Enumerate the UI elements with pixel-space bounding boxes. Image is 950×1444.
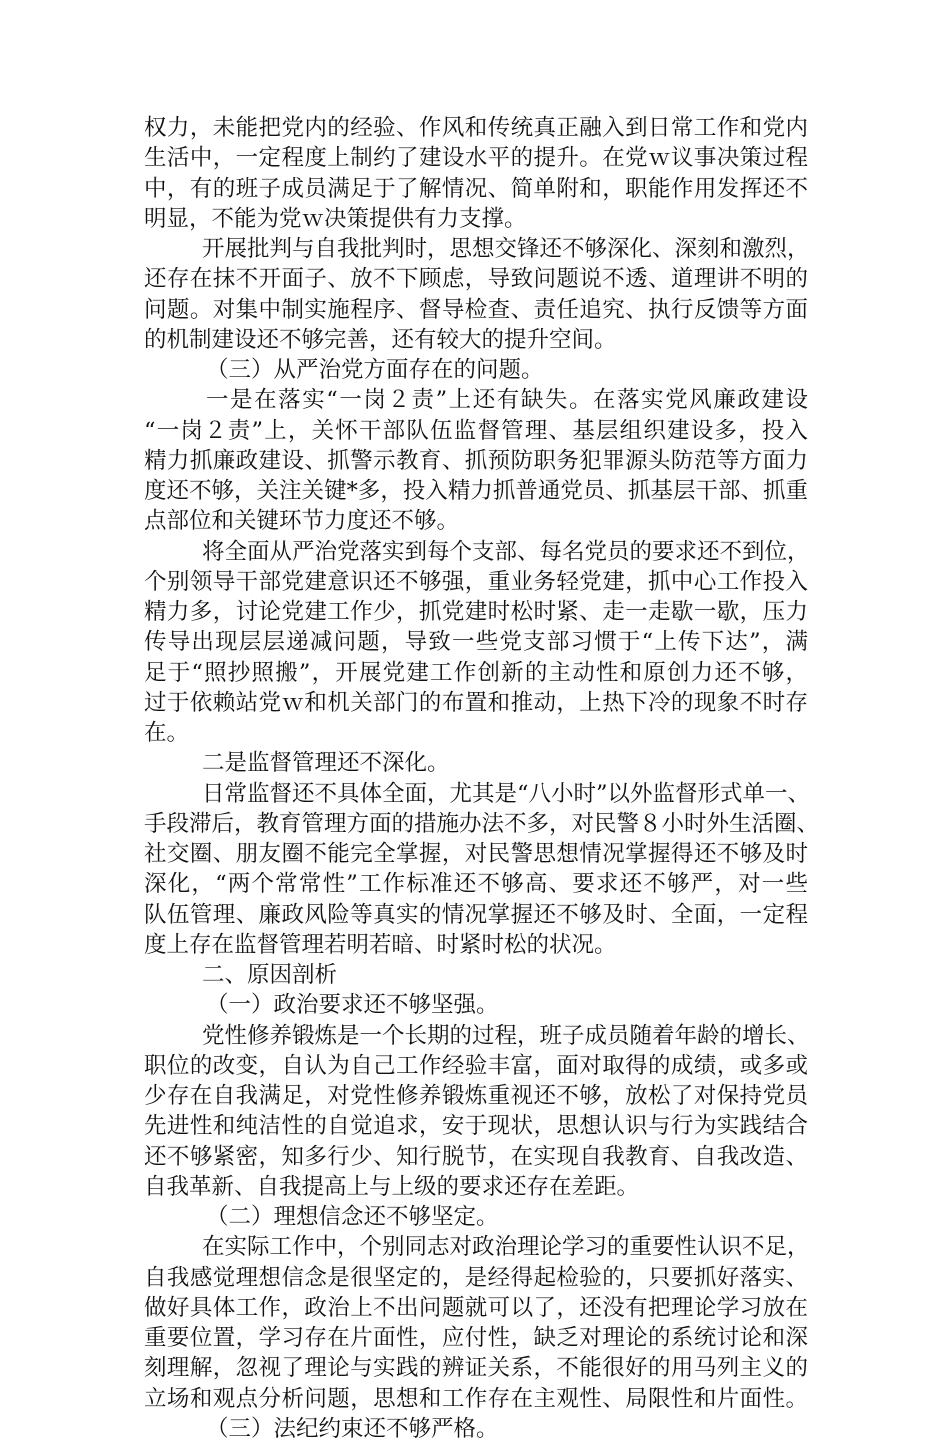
text-line: 的机制建设还不够完善，还有较大的提升空间。 [144,326,617,353]
text-line: 过于依赖站党ｗ和机关部门的布置和推动，上热下冷的现象不时存 [144,689,808,716]
text-line: 度上存在监督管理若明若暗、时紧时松的状况。 [144,931,617,958]
text-line: 问题。对集中制实施程序、督导检查、责任追究、执行反馈等方面 [144,296,808,323]
text-line: 做好具体工作，政治上不出问题就可以了，还没有把理论学习放在 [144,1294,808,1321]
text-line: 在。 [144,720,190,746]
text-line: 自我感觉理想信念是很坚定的，是经得起检验的，只要抓好落实、 [144,1264,808,1291]
text-line: 足于“照抄照搬”，开展党建工作创新的主动性和原创力还不够， [144,659,808,686]
document-body [144,113,820,1444]
text-line: （三）法纪约束还不够严格。 [206,1415,499,1442]
text-line: 精力抓廉政建设、抓警示教育、抓预防职务犯罪源头防范等方面力 [144,447,808,474]
text-line: 队伍管理、廉政风险等真实的情况掌握还不够及时、全面，一定程 [144,901,808,928]
text-line: （一）政治要求还不够坚强。 [206,992,499,1019]
text-line: “一岗２责”上，关怀干部队伍监督管理、基层组织建设多，投入 [144,417,808,444]
text-line: 度还不够，关注关键*多，投入精力抓普通党员、抓基层干部、抓重 [144,478,808,504]
text-line: 日常监督还不具体全面，尤其是“八小时”以外监督形式单一、 [202,780,811,807]
text-line: 重要位置，学习存在片面性，应付性，缺乏对理论的系统讨论和深 [144,1325,808,1351]
text-line: 生活中，一定程度上制约了建设水平的提升。在党ｗ议事决策过程 [144,145,808,172]
text-line: 中，有的班子成员满足于了解情况、简单附和，职能作用发挥还不 [144,175,808,202]
text-line: 一是在落实“一岗２责”上还有缺失。在落实党风廉政建设 [206,387,808,414]
text-line: 二、原因剖析 [202,962,338,988]
text-line: 手段滞后，教育管理方面的措施办法不多，对民警８小时外生活圈、 [144,810,820,837]
text-line: 党性修养锻炼是一个长期的过程，班子成员随着年龄的增长、 [202,1022,810,1049]
text-line: 还存在抹不开面子、放不下顾虑，导致问题说不透、道理讲不明的 [144,266,808,293]
text-line: 将全面从严治党落实到每个支部、每名党员的要求还不到位， [202,538,810,565]
text-line: 还不够紧密，知多行少、知行脱节，在实现自我教育、自我改造、 [144,1143,808,1170]
text-line: 开展批判与自我批判时，思想交锋还不够深化、深刻和激烈， [202,236,810,262]
text-line: 二是监督管理还不深化。 [202,750,450,777]
text-line: 点部位和关键环节力度还不够。 [144,508,460,535]
text-line: 先进性和纯洁性的自觉追求，安于现状，思想认识与行为实践结合 [144,1113,808,1140]
text-line: （三）从严治党方面存在的问题。 [206,357,544,383]
text-line: 少存在自我满足，对党性修养锻炼重视还不够，放松了对保持党员 [144,1083,808,1109]
text-line: 明显，不能为党ｗ决策提供有力支撑。 [144,205,527,232]
text-line: 个别领导干部党建意识还不够强，重业务轻党建，抓中心工作投入 [144,568,808,595]
text-line: 职位的改变，自认为自己工作经验丰富，面对取得的成绩，或多或 [144,1052,808,1079]
text-line: 权力，未能把党内的经验、作风和传统真正融入到日常工作和党内 [144,115,808,141]
text-line: 在实际工作中，个别同志对政治理论学习的重要性认识不足， [202,1234,810,1261]
text-line: 社交圈、朋友圈不能完全掌握，对民警思想情况掌握得还不够及时 [144,841,808,867]
text-line: 深化，“两个常常性”工作标准还不够高、要求还不够严，对一些 [144,871,808,898]
text-line: （二）理想信念还不够坚定。 [206,1204,499,1230]
text-line: 立场和观点分析问题，思想和工作存在主观性、局限性和片面性。 [144,1385,808,1412]
text-line: 自我革新、自我提高上与上级的要求还存在差距。 [144,1173,640,1200]
text-line: 刻理解，忽视了理论与实践的辨证关系，不能很好的用马列主义的 [144,1355,808,1382]
text-line: 传导出现层层递减问题，导致一些党支部习惯于“上传下达”，满 [144,629,808,656]
text-line: 精力多，讨论党建工作少，抓党建时松时紧、走一走歇一歇，压力 [144,599,808,625]
